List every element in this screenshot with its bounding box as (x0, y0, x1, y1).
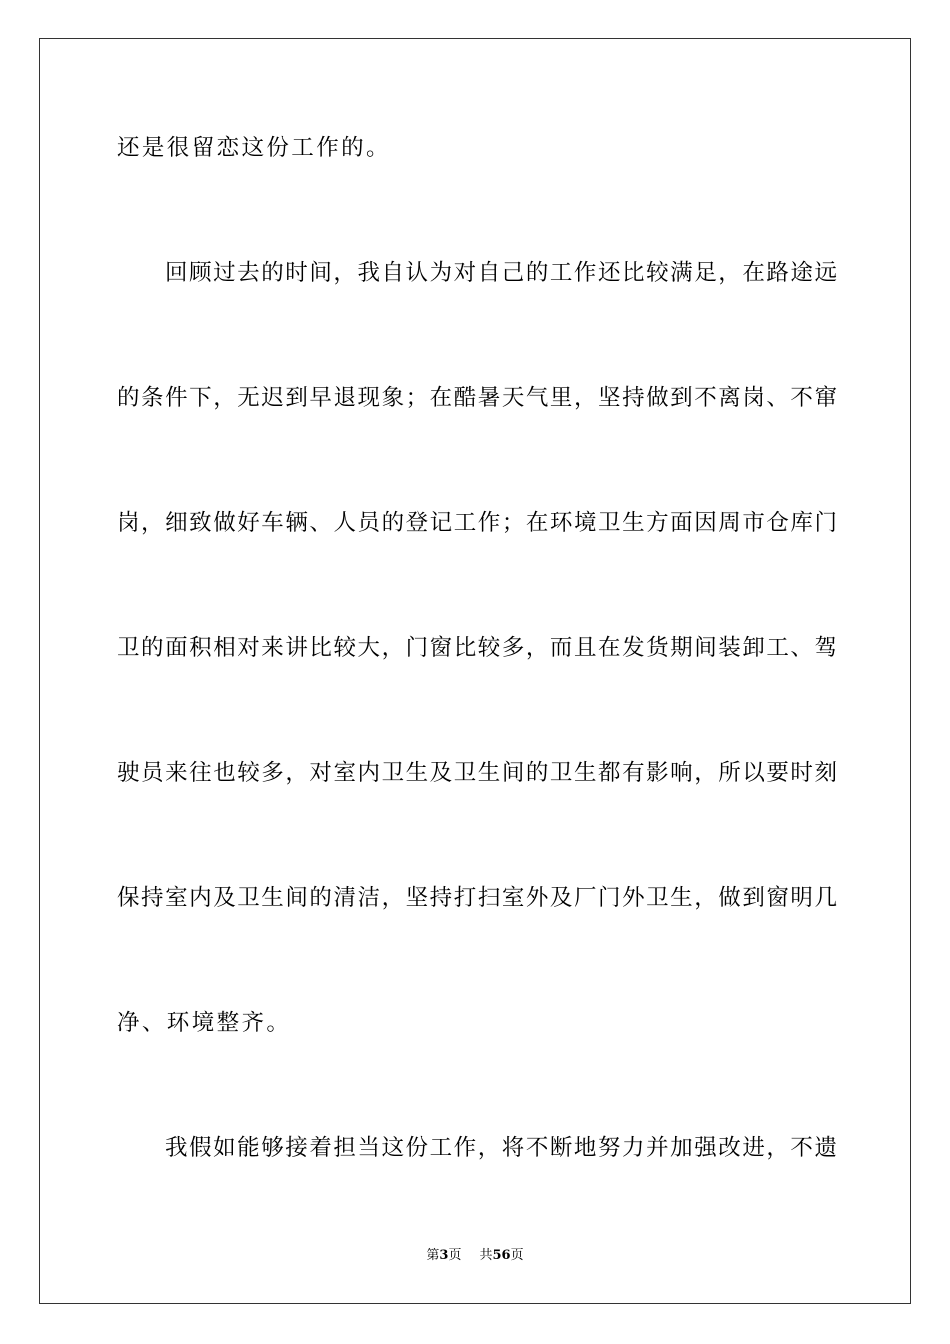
total-prefix: 共 (479, 1248, 493, 1263)
total-suffix: 页 (510, 1248, 524, 1263)
document-line-4: 岗，细致做好车辆、人员的登记工作；在环境卫生方面因周市仓库门 (117, 510, 837, 536)
document-line-9: 我假如能够接着担当这份工作，将不断地努力并加强改进，不遗 (165, 1135, 837, 1161)
document-line-3: 的条件下，无迟到早退现象；在酷暑天气里，坚持做到不离岗、不窜 (117, 385, 837, 411)
document-line-6: 驶员来往也较多，对室内卫生及卫生间的卫生都有影响，所以要时刻 (117, 760, 837, 786)
document-line-7: 保持室内及卫生间的清洁，坚持打扫室外及厂门外卫生，做到窗明几 (117, 885, 837, 911)
page-prefix: 第 (426, 1248, 440, 1263)
page-number: 3 (439, 1248, 449, 1263)
page-border (39, 38, 911, 1304)
document-line-5: 卫的面积相对来讲比较大，门窗比较多，而且在发货期间装卸工、驾 (117, 635, 837, 661)
document-line-2: 回顾过去的时间，我自认为对自己的工作还比较满足，在路途远 (165, 260, 837, 286)
page-suffix: 页 (448, 1248, 462, 1263)
document-line-1: 还是很留恋这份工作的。 (117, 135, 391, 161)
page-footer (0, 1247, 950, 1265)
document-line-8: 净、环境整齐。 (117, 1010, 292, 1036)
total-pages: 56 (492, 1248, 511, 1263)
